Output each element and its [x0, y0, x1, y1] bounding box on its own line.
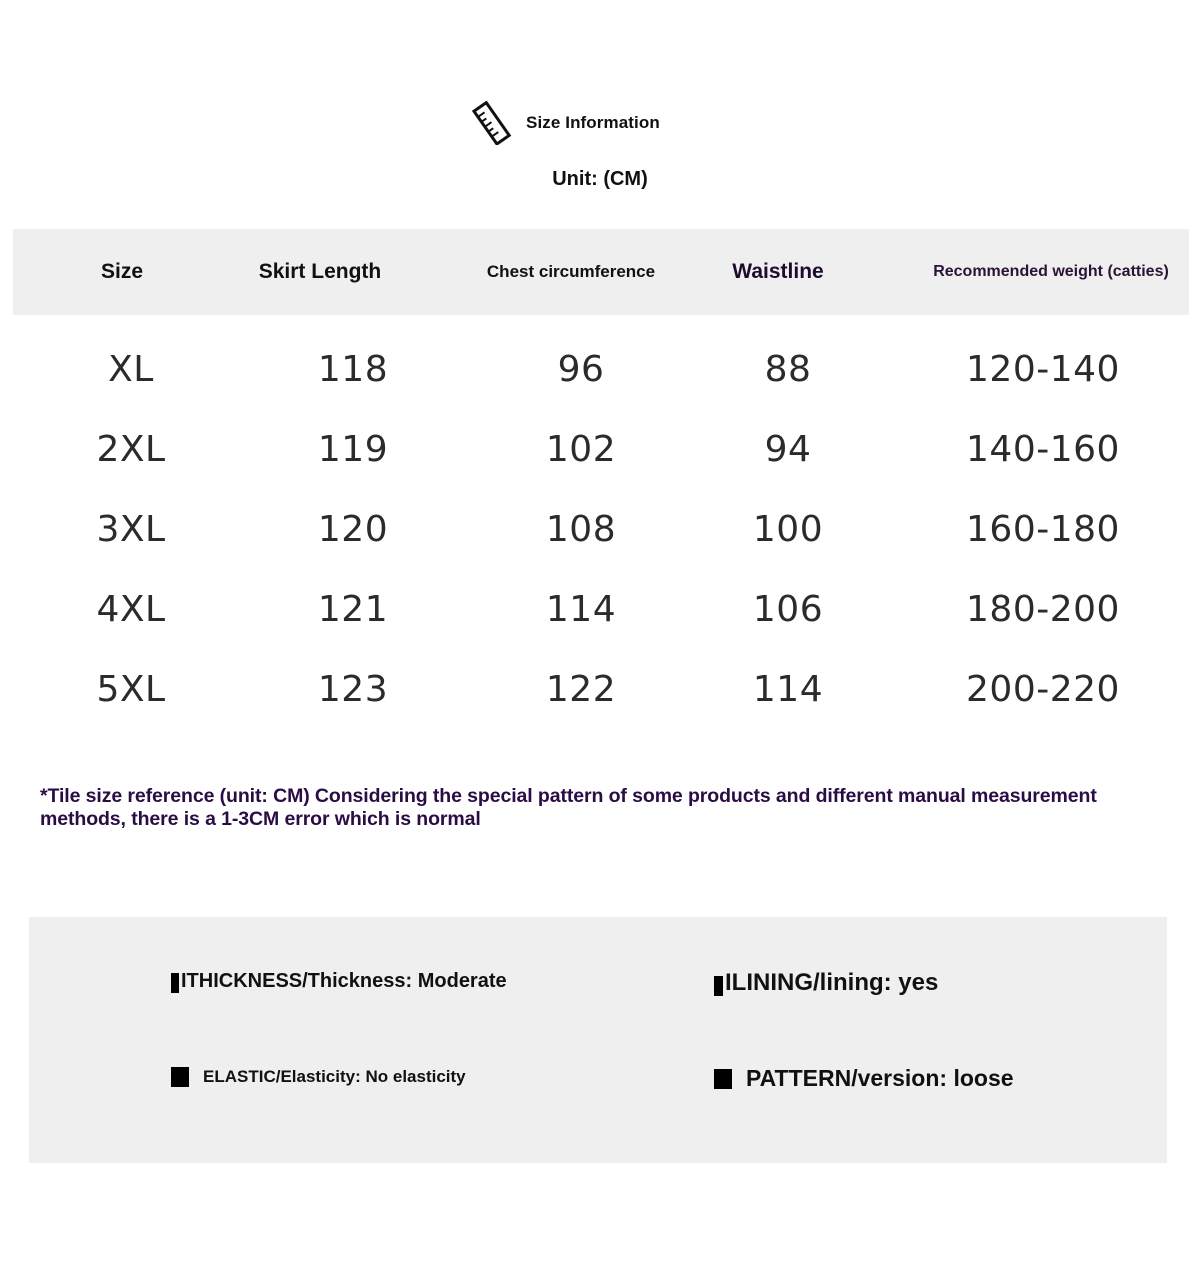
cell-weight: 160-180 — [966, 508, 1120, 550]
cell-skirt-length: 121 — [317, 588, 389, 630]
cell-skirt-length: 118 — [317, 348, 389, 390]
bullet-square-icon — [714, 1069, 732, 1089]
column-header-size: Size — [100, 260, 144, 283]
column-header-skirt-length: Skirt Length — [258, 260, 382, 283]
size-info-header — [472, 103, 660, 143]
attribute-lining — [714, 969, 938, 997]
cell-skirt-length: 120 — [317, 508, 389, 550]
attribute-elastic-text: ELASTIC/Elasticity: No elasticity — [203, 1067, 466, 1086]
page-title: Size Information — [526, 113, 660, 132]
attribute-panel — [29, 917, 1167, 1163]
cell-waistline: 114 — [752, 668, 824, 710]
table-row — [13, 569, 1189, 649]
cell-size: 2XL — [96, 428, 166, 470]
unit-label: Unit: (CM) — [552, 168, 648, 190]
cell-chest: 102 — [545, 428, 617, 470]
cell-waistline: 100 — [752, 508, 824, 550]
cell-waistline: 94 — [764, 428, 812, 470]
size-footnote: *Tile size reference (unit: CM) Considering the special pattern of some products and different manual measurement methods, there is a 1-3CM error which is normal — [40, 785, 1097, 830]
cell-size: 3XL — [96, 508, 166, 550]
table-row — [13, 409, 1189, 489]
attribute-elastic — [171, 1067, 466, 1087]
cell-weight: 180-200 — [966, 588, 1120, 630]
attribute-pattern-text: PATTERN/version: loose — [746, 1065, 1014, 1091]
cell-weight: 140-160 — [966, 428, 1120, 470]
cell-chest: 108 — [545, 508, 617, 550]
attribute-thickness-text: ITHICKNESS/Thickness: Moderate — [181, 969, 507, 992]
table-row — [13, 649, 1189, 729]
table-row — [13, 329, 1189, 409]
size-table — [13, 229, 1189, 729]
table-header-row — [13, 229, 1189, 315]
bullet-square-icon — [714, 976, 723, 996]
attribute-lining-text: ILINING/lining: yes — [725, 969, 939, 996]
cell-weight: 120-140 — [966, 348, 1120, 390]
ruler-icon — [472, 101, 512, 145]
cell-size: 5XL — [96, 668, 166, 710]
cell-skirt-length: 119 — [317, 428, 389, 470]
cell-chest: 96 — [557, 348, 605, 390]
cell-chest: 114 — [545, 588, 617, 630]
bullet-square-icon — [171, 973, 179, 993]
column-header-recommended-weight: Recommended weight (catties) — [933, 263, 1169, 280]
cell-size: XL — [108, 348, 154, 390]
column-header-waistline: Waistline — [732, 260, 824, 283]
cell-weight: 200-220 — [966, 668, 1120, 710]
cell-skirt-length: 123 — [317, 668, 389, 710]
cell-size: 4XL — [96, 588, 166, 630]
table-body — [13, 329, 1189, 729]
bullet-square-icon — [171, 1067, 189, 1087]
attribute-pattern — [714, 1065, 1014, 1092]
cell-waistline: 88 — [764, 348, 812, 390]
table-row — [13, 489, 1189, 569]
cell-chest: 122 — [545, 668, 617, 710]
cell-waistline: 106 — [752, 588, 824, 630]
attribute-thickness — [171, 969, 507, 993]
column-header-chest-circumference: Chest circumference — [486, 262, 656, 281]
